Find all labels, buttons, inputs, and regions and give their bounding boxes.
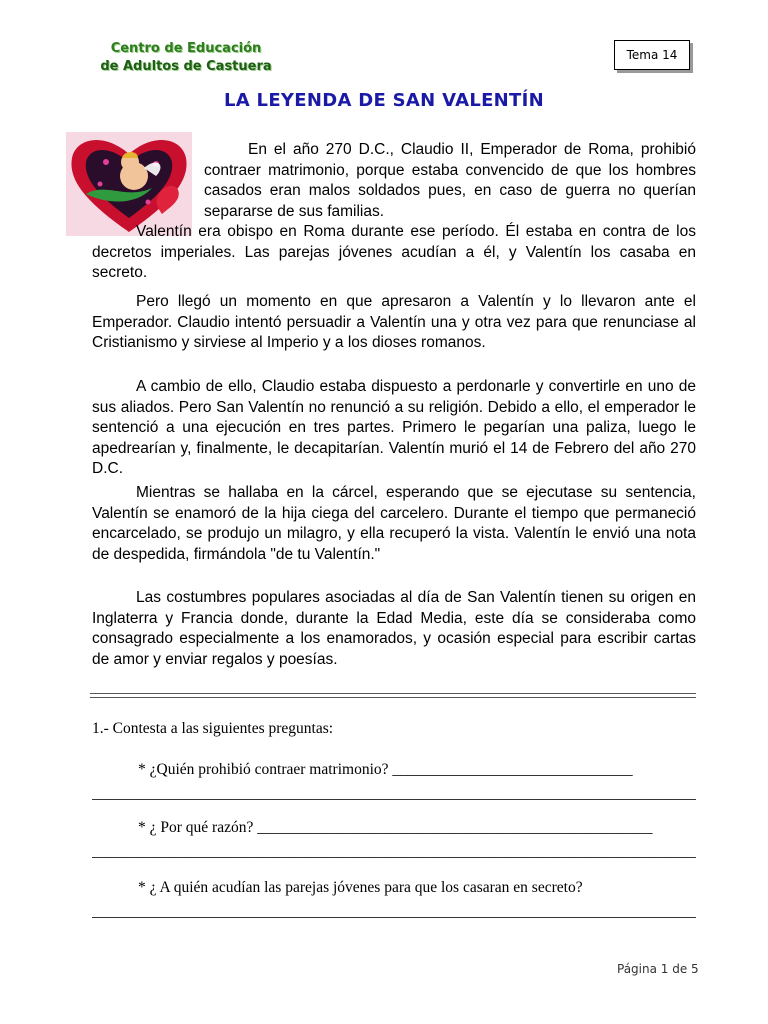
logo-line-2: de Adultos de Castuera — [100, 59, 272, 74]
divider-top — [90, 693, 696, 694]
paragraph-4: A cambio de ello, Claudio estaba dispuesto a perdonarle y convertirle en uno de sus aliados. Pero San Valentín no renunció a su religión. Debido a ello, el emperador le sentenció a una ejecución en tres partes. Primero le pegarían una paliza, luego le apedrearían y, finalmente, le decapitarían. Valentín murió el 14 de Febrero del año 270 D.C. — [92, 378, 696, 477]
paragraph-6: Las costumbres populares asociadas al día de San Valentín tienen su origen en Inglaterra y Francia donde, durante la Edad Media, este día se consideraba como consagrado especialmente a los enamorados, y ocasión especial para escribir cartas de amor y enviar regalos y poesías. — [92, 589, 696, 668]
answer-line-1[interactable]: ______________________________________________________________________________ — [92, 785, 696, 802]
question-3-text: * ¿ A quién acudían las parejas jóvenes para que los casaran en secreto? — [138, 879, 583, 896]
answer-line-3[interactable]: ______________________________________________________________________________ — [92, 903, 696, 920]
question-1 — [92, 758, 696, 806]
paragraph-2: Valentín era obispo en Roma durante ese período. Él estaba en contra de los decretos imperiales. Las parejas jóvenes acudían a él, y Valentín los casaba en secreto. — [92, 223, 696, 281]
question-2-text: * ¿ Por qué razón? ___________________________________________________ — [138, 819, 653, 836]
question-1-text: * ¿Quién prohibió contraer matrimonio? _______________________________ — [138, 761, 633, 778]
question-2 — [92, 816, 696, 864]
paragraph-1: En el año 270 D.C., Claudio II, Emperador de Roma, prohibió contraer matrimonio, porque estaba convencido de que los hombres casados eran malos soldados pues, en caso de guerra no querían separarse de sus familias. — [204, 141, 696, 220]
topic-box: Tema 14 — [614, 40, 690, 70]
question-3 — [92, 876, 696, 924]
page-title: LA LEYENDA DE SAN VALENTÍN — [223, 90, 544, 111]
logo-line-1: Centro de Educación — [110, 41, 262, 56]
cupid-heart-icon — [66, 132, 192, 236]
school-logo — [96, 40, 276, 76]
answer-line-2[interactable]: ______________________________________________________________________________ — [92, 843, 696, 860]
divider-bottom — [90, 697, 696, 698]
page-number: Página 1 de 5 — [617, 962, 699, 976]
exercise-heading: 1.- Contesta a las siguientes preguntas: — [92, 720, 334, 737]
paragraph-3: Pero llegó un momento en que apresaron a Valentín y lo llevaron ante el Emperador. Claudio intentó persuadir a Valentín una y otra vez para que renunciase al Cristianismo y sirviese al Imperio y a los dioses romanos. — [92, 293, 696, 351]
paragraph-5: Mientras se hallaba en la cárcel, esperando que se ejecutase su sentencia, Valentín se enamoró de la hija ciega del carcelero. Durante el tiempo que permaneció encarcelado, se produjo un milagro, y ella recuperó la vista. Valentín le envió una nota de despedida, firmándola "de tu Valentín." — [92, 484, 696, 563]
